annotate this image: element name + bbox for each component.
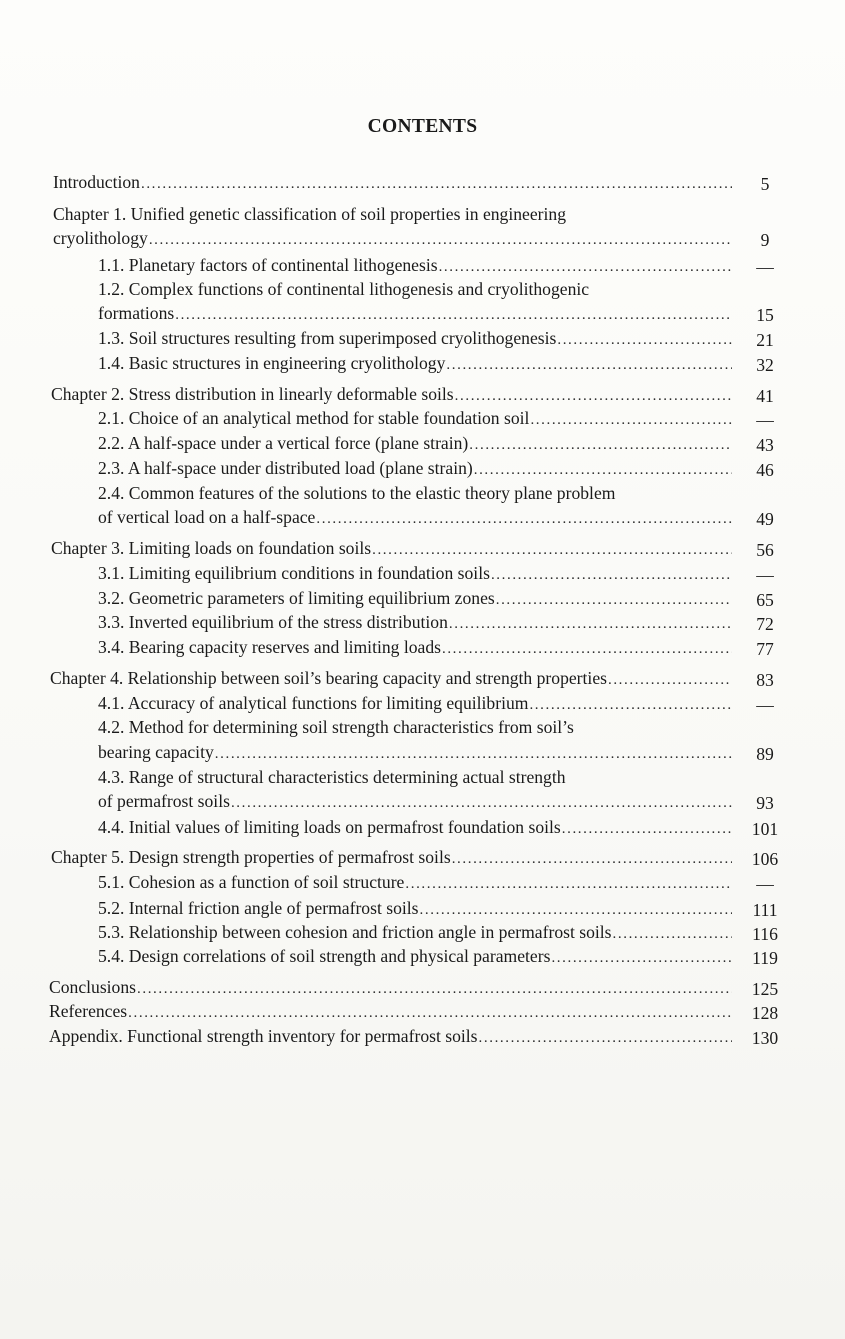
toc-entry-title: 4.3. Range of structural characteristics determining actual strength <box>98 767 566 787</box>
toc-entry <box>98 301 732 325</box>
toc-page-number: 106 <box>751 849 779 869</box>
toc-entry <box>98 789 732 813</box>
toc-page-number: 116 <box>752 924 778 944</box>
toc-entry <box>53 226 732 250</box>
toc-entry-title: 5.3. Relationship between cohesion and friction angle in permafrost soils <box>98 922 612 942</box>
toc-entry-title: bearing capacity <box>98 742 214 762</box>
toc-page-number: 128 <box>751 1003 779 1023</box>
toc-page-number: 5 <box>760 174 770 194</box>
toc-entry-title: 5.4. Design correlations of soil strength and physical parameters <box>98 946 551 966</box>
toc-entry-title: 5.2. Internal friction angle of permafrost soils <box>98 898 419 918</box>
dot-leader <box>439 255 732 279</box>
toc-page-number: 9 <box>760 230 770 250</box>
toc-entry <box>98 765 732 789</box>
toc-entry-title: Conclusions <box>49 977 136 997</box>
toc-entry <box>49 975 732 999</box>
toc-entry <box>98 326 732 350</box>
toc-entry-title: Introduction <box>53 172 140 192</box>
toc-page-number: 130 <box>751 1028 779 1048</box>
toc-entry <box>98 277 732 301</box>
toc-page-number: 65 <box>756 590 774 610</box>
dot-leader <box>231 791 732 815</box>
dot-leader <box>474 458 732 482</box>
toc-entry-title: Chapter 5. Design strength properties of permafrost soils <box>51 847 451 867</box>
toc-entry-title: 2.2. A half-space under a vertical force (plane strain) <box>98 433 469 453</box>
toc-entry-title: 3.1. Limiting equilibrium conditions in foundation soils <box>98 563 490 583</box>
toc-entry-title: 3.2. Geometric parameters of limiting equilibrium zones <box>98 588 495 608</box>
toc-entry <box>98 586 732 610</box>
toc-page-number: 15 <box>756 305 774 325</box>
toc-entry-title: References <box>49 1001 128 1021</box>
toc-entry-title: 1.3. Soil structures resulting from superimposed cryolithogenesis <box>98 328 557 348</box>
dot-leader <box>557 328 732 352</box>
dot-leader <box>137 977 732 1001</box>
toc-entry <box>98 253 732 277</box>
toc-entry-title: 2.4. Common features of the solutions to the elastic theory plane problem <box>98 483 616 503</box>
toc-entry-title: 3.4. Bearing capacity reserves and limiting loads <box>98 637 441 657</box>
toc-entry-title: 5.1. Cohesion as a function of soil structure <box>98 872 405 892</box>
toc-entry-title: Chapter 3. Limiting loads on foundation soils <box>51 538 372 558</box>
dot-leader <box>551 946 732 970</box>
toc-entry-title: 4.4. Initial values of limiting loads on permafrost foundation soils <box>98 817 561 837</box>
toc-page-number: 101 <box>751 819 779 839</box>
toc-entry-title: 4.2. Method for determining soil strength characteristics from soil’s <box>98 717 574 737</box>
toc-entry <box>49 999 732 1023</box>
toc-entry <box>98 815 732 839</box>
toc-entry <box>98 691 732 715</box>
dot-leader <box>562 817 732 841</box>
toc-page-number: — <box>756 874 774 894</box>
toc-entry <box>51 845 732 869</box>
toc-entry <box>53 170 732 194</box>
toc-entry <box>98 635 732 659</box>
toc-entry-title: 1.2. Complex functions of continental lithogenesis and cryolithogenic <box>98 279 590 299</box>
toc-page-number: 32 <box>756 355 774 375</box>
dot-leader <box>141 172 732 196</box>
toc-entry-title: 3.3. Inverted equilibrium of the stress distribution <box>98 612 448 632</box>
toc-page-number: 41 <box>756 386 774 406</box>
dot-leader <box>442 637 732 661</box>
dot-leader <box>149 228 732 252</box>
toc-entry-title: formations <box>98 303 175 323</box>
dot-leader <box>496 588 732 612</box>
dot-leader <box>613 922 732 946</box>
toc-entry <box>98 944 732 968</box>
dot-leader <box>446 353 732 377</box>
toc-entry <box>98 740 732 764</box>
dot-leader <box>175 303 732 327</box>
toc-page-number: 46 <box>756 460 774 480</box>
dot-leader <box>608 668 732 692</box>
dot-leader <box>452 847 732 871</box>
toc-page-number: 119 <box>752 948 778 968</box>
toc-entry-title: Appendix. Functional strength inventory for permafrost soils <box>49 1026 478 1046</box>
toc-entry-title: Chapter 4. Relationship between soil’s bearing capacity and strength properties <box>50 668 607 688</box>
toc-entry-title: of permafrost soils <box>98 791 230 811</box>
toc-entry <box>98 561 732 585</box>
toc-page-number: — <box>756 565 774 585</box>
toc-entry-title: 2.1. Choice of an analytical method for stable foundation soil <box>98 408 530 428</box>
toc-entry <box>98 610 732 634</box>
toc-entry <box>98 715 732 739</box>
toc-entry <box>98 456 732 480</box>
toc-page-number: — <box>756 410 774 430</box>
toc-entry-title: of vertical load on a half-space <box>98 507 316 527</box>
toc-page-number: 111 <box>752 900 778 920</box>
dot-leader <box>420 898 732 922</box>
toc-entry <box>98 406 732 430</box>
toc-page-number: 83 <box>756 670 774 690</box>
toc-entry <box>50 666 732 690</box>
toc-entry <box>98 431 732 455</box>
toc-page-number: 125 <box>751 979 779 999</box>
toc-entry-title: Chapter 2. Stress distribution in linearly deformable soils <box>51 384 454 404</box>
dot-leader <box>128 1001 732 1025</box>
toc-entry <box>53 202 732 226</box>
toc-page-number: 72 <box>756 614 774 634</box>
dot-leader <box>469 433 732 457</box>
dot-leader <box>372 538 732 562</box>
toc-entry <box>51 382 732 406</box>
page-title: CONTENTS <box>367 116 478 137</box>
toc-entry-title: 4.1. Accuracy of analytical functions for limiting equilibrium <box>98 693 529 713</box>
toc-entry-title: 2.3. A half-space under distributed load (plane strain) <box>98 458 473 478</box>
toc-entry-title: 1.4. Basic structures in engineering cryolithology <box>98 353 446 373</box>
toc-entry <box>98 896 732 920</box>
toc-entry <box>98 505 732 529</box>
dot-leader <box>449 612 732 636</box>
dot-leader <box>215 742 732 766</box>
toc-page-number: 43 <box>756 435 774 455</box>
toc-entry-title: Chapter 1. Unified genetic classification of soil properties in engineering <box>53 204 566 224</box>
dot-leader <box>455 384 732 408</box>
toc-page-number: 21 <box>756 330 774 350</box>
dot-leader <box>405 872 732 896</box>
toc-entry <box>98 351 732 375</box>
toc-page-number: — <box>756 257 774 277</box>
toc-entry-title: cryolithology <box>53 228 148 248</box>
dot-leader <box>316 507 732 531</box>
toc-page-number: 77 <box>756 639 774 659</box>
dot-leader <box>529 693 732 717</box>
toc-page-number: 89 <box>756 744 774 764</box>
toc-page-number: 93 <box>756 793 774 813</box>
toc-entry <box>49 1024 732 1048</box>
toc-entry-title: 1.1. Planetary factors of continental lithogenesis <box>98 255 438 275</box>
dot-leader <box>530 408 732 432</box>
toc-entry <box>98 481 732 505</box>
dot-leader <box>491 563 732 587</box>
toc-page-number: — <box>756 695 774 715</box>
toc-entry <box>98 920 732 944</box>
toc-page-number: 56 <box>756 540 774 560</box>
dot-leader <box>479 1026 732 1050</box>
toc-entry <box>98 870 732 894</box>
toc-entry <box>51 536 732 560</box>
toc-page-number: 49 <box>756 509 774 529</box>
